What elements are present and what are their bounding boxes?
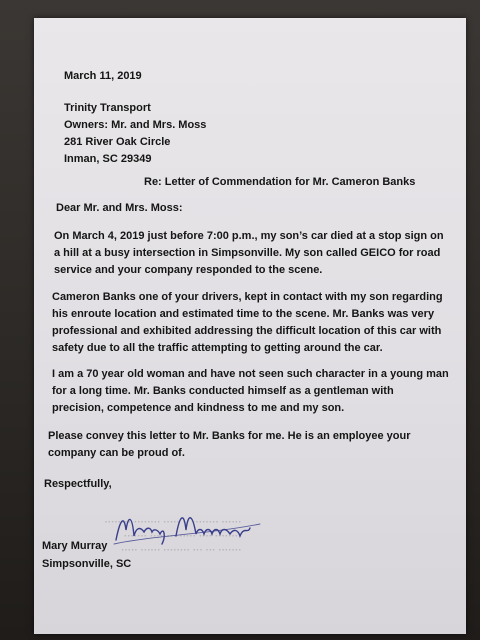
letter-date: March 11, 2019 [64, 70, 142, 82]
recipient-city: Inman, SC 29349 [64, 153, 152, 165]
paragraph-line: service and your company responded to the scene. [54, 264, 323, 276]
paragraph-line: professional and exhibited addressing the difficult location of this car with [52, 325, 442, 337]
signature-image [110, 506, 270, 548]
paragraph-line: Cameron Banks one of your drivers, kept in contact with my son regarding [52, 291, 443, 303]
paragraph-line: I am a 70 year old woman and have not seen such character in a young man [52, 368, 449, 380]
subject-line: Re: Letter of Commendation for Mr. Cameron Banks [144, 176, 416, 188]
sender-name: Mary Murray [42, 540, 108, 552]
recipient-street: 281 River Oak Circle [64, 136, 171, 148]
paragraph-line: for a long time. Mr. Banks conducted himself as a gentleman with [52, 385, 394, 397]
show-through-text: ······ ········ ·· ····· ········ ········ ········ ···· ····· ········ ······· ······· ··· ··· ········ ······ ····· [104, 517, 242, 556]
recipient-company: Trinity Transport [64, 102, 151, 114]
paragraph-line: his enroute location and estimated time to the scene. Mr. Banks was very [52, 308, 435, 320]
paragraph-line: Please convey this letter to Mr. Banks for me. He is an employee your [48, 430, 411, 442]
paragraph-line: company can be proud of. [48, 447, 185, 459]
paragraph-line: safety due to all the traffic attempting to getting around the car. [52, 342, 383, 354]
paragraph-line: On March 4, 2019 just before 7:00 p.m., my son’s car died at a stop sign on [54, 230, 444, 242]
paragraph-line: a hill at a busy intersection in Simpsonville. My son called GEICO for road [54, 247, 441, 259]
sender-city: Simpsonville, SC [42, 558, 132, 570]
letter-page [34, 18, 466, 634]
paragraph-line: precision, competence and kindness to me and my son. [52, 402, 345, 414]
closing: Respectfully, [44, 478, 112, 490]
salutation: Dear Mr. and Mrs. Moss: [56, 202, 183, 214]
recipient-owners: Owners: Mr. and Mrs. Moss [64, 119, 207, 131]
